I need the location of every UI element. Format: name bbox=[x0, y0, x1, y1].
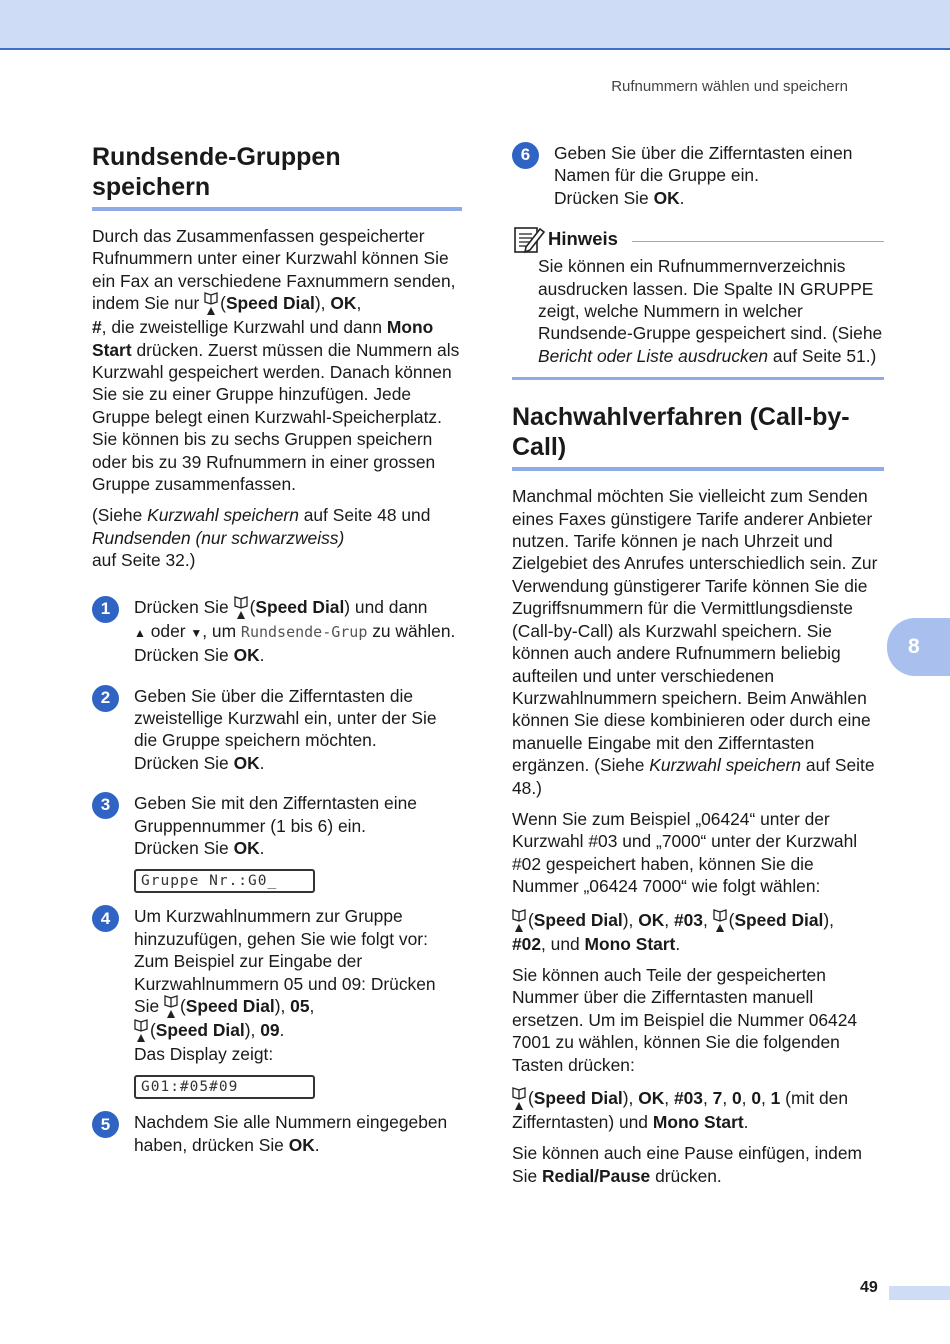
top-header-band bbox=[0, 0, 950, 50]
step-number-6: 6 bbox=[512, 142, 539, 169]
note-pencil-icon bbox=[512, 223, 546, 255]
pause-paragraph: Sie können auch eine Pause einfügen, indem Sie Redial/Pause drücken. bbox=[512, 1143, 863, 1186]
note-text: Sie können ein Rufnummernverzeichnis ausdrucken lassen. Die Spalte IN GRUPPE zeigt, welche Nummern in welcher Rundsende-Gruppe gespeichert sind. (Siehe Bericht oder Liste ausdrucken auf Seite 51.) bbox=[538, 256, 883, 366]
page-number: 49 bbox=[860, 1279, 878, 1296]
left-column bbox=[92, 142, 462, 1156]
step-number-5: 5 bbox=[92, 1111, 119, 1138]
speed-dial-book-icon bbox=[512, 1087, 526, 1111]
link-rundsenden[interactable]: Rundsenden (nur schwarzweiss) bbox=[92, 527, 345, 548]
bottom-bar bbox=[889, 1286, 950, 1300]
speed-dial-book-icon bbox=[512, 909, 526, 933]
step-number-4: 4 bbox=[92, 905, 119, 932]
step-5: 5 Nachdem Sie alle Nummern eingegeben haben, drücken Sie OK. bbox=[92, 1111, 462, 1156]
step-4: 4 Um Kurzwahlnummern zur Gruppe hinzuzufügen, gehen Sie wie folgt vor: Zum Beispiel zur Eingabe der Kurzwahlnummern 05 und 09: Drücken Sie (Speed Dial), 05, (Speed Dial), 09. Das Display zeigt: G01:#05#09 bbox=[92, 905, 462, 1099]
running-header: Rufnummern wählen und speichern bbox=[611, 78, 848, 95]
step-1: 1 Drücken Sie (Speed Dial) und dann ▲ oder ▼, um Rundsende-Grup zu wählen. Drücken Sie OK. bbox=[92, 596, 462, 667]
speed-dial-book-icon bbox=[164, 995, 178, 1019]
right-column bbox=[512, 142, 884, 1187]
up-arrow-icon: ▲ bbox=[134, 625, 146, 640]
callbycall-paragraph: Manchmal möchten Sie vielleicht zum Senden eines Faxes günstigere Tarife anderer Anbieter nutzen. Tarife können je nach Uhrzeit und Zielgebiet des Anrufes unterschiedlich sein. Zur Verwendung günstigerer Tarife können Sie die Zugriffsnummern für die Vermittlungsdienste (Call-by-Call) als Kurzwahl speichern. Sie können auch andere Rufnummern beliebig aufteilen und unter verschiedenen Kurzwahlnummern speichern. Beim Anwählen können Sie diese kombinieren oder durch eine manuelle Eingabe mit den Zifferntasten ergänzen. (Siehe Kurzwahl speichern auf Seite 48.) bbox=[512, 486, 878, 798]
section-title-nachwahl: Nachwahlverfahren (Call-by-Call) bbox=[512, 402, 884, 471]
speed-dial-book-icon bbox=[234, 596, 248, 620]
example-paragraph: Wenn Sie zum Beispiel „06424“ unter der Kurzwahl #03 und „7000“ unter der Kurzwahl #02 gespeichert haben, können Sie die Nummer „06424 7000“ wie folgt wählen: bbox=[512, 808, 858, 897]
section-title-rundsende: Rundsende-Gruppen speichern bbox=[92, 142, 462, 211]
replace-paragraph: Sie können auch Teile der gespeicherten Nummer über die Zifferntasten manuell ersetzen. Um im Beispiel die Nummer 06424 7001 zu wählen, können Sie die folgenden Tasten drücken: bbox=[512, 964, 858, 1075]
see-also-paragraph: (Siehe Kurzwahl speichern auf Seite 48 und Rundsenden (nur schwarzweiss) auf Seite 32.) bbox=[92, 505, 431, 571]
step-6: 6 Geben Sie über die Zifferntasten einen Namen für die Gruppe ein. Drücken Sie OK. bbox=[512, 142, 884, 209]
lcd-display-numbers: G01:#05#09 bbox=[134, 1075, 315, 1099]
chapter-tab: 8 bbox=[887, 618, 950, 676]
speed-dial-book-icon bbox=[134, 1019, 148, 1043]
key-sequence-1: (Speed Dial), OK, #03, (Speed Dial), #02, und Mono Start. bbox=[512, 909, 834, 954]
link-kurzwahl-speichern-2[interactable]: Kurzwahl speichern bbox=[649, 755, 802, 776]
menu-option-text: Rundsende-Grup bbox=[240, 622, 368, 641]
intro-paragraph: Durch das Zusammenfassen gespeicherter Rufnummern unter einer Kurzwahl können Sie ein Fax an verschiedene Faxnummern senden, indem Sie nur (Speed Dial), OK, #, die zweistellige Kurzwahl und dann Mono Start drücken. Zuerst müssen die Nummern als Kurzwahl gespeichert werden. Danach können Sie sie zu einer Gruppe hinzufügen. Jede Gruppe belegt einen Kurzwahl-Speicherplatz. Sie können bis zu sechs Gruppen speichern oder bis zu 39 Rufnummern in einer grossen Gruppe zusammenfassen. bbox=[92, 226, 460, 495]
down-arrow-icon: ▼ bbox=[190, 625, 203, 640]
step-2: 2 Geben Sie über die Zifferntasten die zweistellige Kurzwahl ein, unter der Sie die Gruppe speichern möchten. Drücken Sie OK. bbox=[92, 685, 462, 775]
note-title: Hinweis bbox=[548, 228, 618, 250]
step-number-1: 1 bbox=[92, 596, 119, 623]
link-bericht-liste[interactable]: Bericht oder Liste ausdrucken bbox=[538, 345, 769, 366]
step-number-3: 3 bbox=[92, 792, 119, 819]
speed-dial-book-icon bbox=[713, 909, 727, 933]
note-header bbox=[512, 225, 884, 253]
link-kurzwahl-speichern[interactable]: Kurzwahl speichern bbox=[147, 505, 299, 526]
lcd-display-group: Gruppe Nr.:G0_ bbox=[134, 869, 315, 893]
step-3: 3 Geben Sie mit den Zifferntasten eine Gruppennummer (1 bis 6) ein. Drücken Sie OK. Gruppe Nr.:G0_ bbox=[92, 792, 462, 893]
speed-dial-book-icon bbox=[204, 292, 218, 316]
key-sequence-2: (Speed Dial), OK, #03, 7, 0, 0, 1 (mit den Zifferntasten) und Mono Start. bbox=[512, 1088, 848, 1132]
step-number-2: 2 bbox=[92, 685, 119, 712]
note-box bbox=[512, 225, 884, 380]
note-divider bbox=[632, 241, 884, 242]
